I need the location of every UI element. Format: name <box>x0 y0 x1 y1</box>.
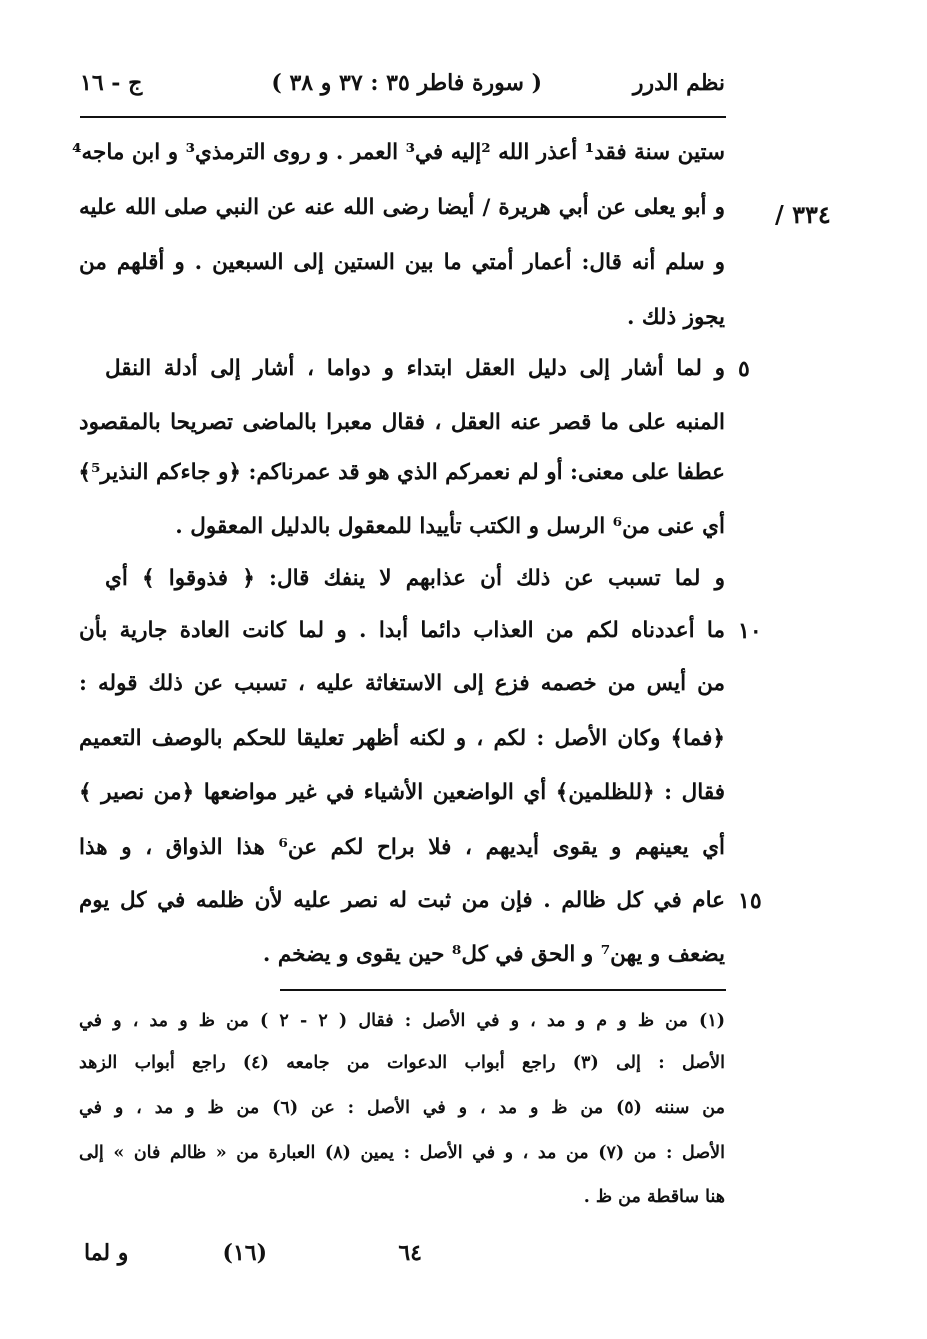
running-header-surah-reference: ( سورة فاطر ٣٥ : ٣٧ و ٣٨ ) <box>271 70 542 96</box>
body-line: ما أعددناه لكم من العذاب دائما أبدا . و لما كانت العادة جارية بأن <box>79 618 725 643</box>
footnote-line: (١) من ظ و م و مد ، و في الأصل : فقال ( ٢ - ٢ ) من ظ و مد ، و في <box>79 1011 725 1031</box>
header-rule <box>80 116 726 118</box>
body-line: من أيس من خصمه فزع إلى الاستغاثة عليه ، تسبب عن ذلك قوله : <box>79 671 725 696</box>
body-line: عطفا على معنى: أو لم نعمركم الذي هو قد عمرناكم: ﴿و جاءكم النذير⁵﴾ <box>78 460 725 485</box>
footnote-line: من سننه (٥) من ظ و مد ، و في الأصل : عن (٦) من ظ و مد ، و في <box>79 1098 725 1118</box>
page-number: ٦٤ <box>398 1240 422 1266</box>
body-line: ستين سنة فقد¹ أعذر الله ²إليه في³ العمر . و روى الترمذي³ و ابن ماجه⁴ <box>72 140 725 165</box>
body-line: ﴿فما﴾ وكان الأصل : لكم ، و لكنه أظهر تعليقا للحكم بالوصف التعميم <box>79 726 725 751</box>
catchword: و لما <box>84 1240 129 1266</box>
footnote-line: الأصل : إلى (٣) راجع أبواب الدعوات من جامعه (٤) راجع أبواب الزهد <box>79 1053 725 1073</box>
body-line: يجوز ذلك . <box>626 305 725 330</box>
body-line: و لما أشار إلى دليل العقل ابتداء و دواما ، أشار إلى أدلة النقل <box>105 356 725 381</box>
body-line: و سلم أنه قال: أعمار أمتي ما بين الستين إلى السبعين . و أقلهم من <box>79 250 725 275</box>
margin-line-number-10: ١٠ <box>738 618 762 644</box>
body-line: عام في كل ظالم . فإن من ثبت له نصر عليه لأن ظلمه في كل يوم <box>79 888 725 913</box>
running-header-volume: ج - ١٦ <box>80 70 143 96</box>
body-line: أي يعينهم و يقوى أيديهم ، فلا براح لكم عن⁶ هذا الذواق ، و هذا <box>79 835 725 860</box>
body-line: فقال : ﴿للظلمين﴾ أي الواضعين الأشياء في غير مواضعها ﴿من نصير ﴾ <box>79 780 725 805</box>
footnote-line: الأصل : من (٧) من مد ، و في الأصل : يمين (٨) العبارة من « ظالم فان » إلى <box>79 1143 725 1163</box>
margin-line-number-5: ٥ <box>738 356 750 382</box>
body-line: و لما تسبب عن ذلك أن عذابهم لا ينفك قال: ﴿ فذوقوا ﴾ أي <box>105 566 725 591</box>
footnote-rule <box>280 989 726 991</box>
footnote-line: هنا ساقطة من ظ . <box>583 1187 725 1207</box>
body-line: يضعف و يهن⁷ و الحق في كل⁸ حين يقوى و يضخم . <box>262 942 725 967</box>
body-line: المنبه على ما قصر عنه العقل ، فقال معبرا بالماضى تصريحا بالمقصود <box>79 410 725 435</box>
margin-line-number-15: ١٥ <box>738 888 762 914</box>
body-line: و أبو يعلى عن أبي هريرة / أيضا رضى الله عنه عن النبي صلى الله عليه <box>79 195 725 220</box>
running-header-title: نظم الدرر <box>632 70 725 96</box>
margin-folio-marker: ٣٣٤ / <box>775 200 831 229</box>
signature-mark: (١٦) <box>222 1240 267 1266</box>
body-line: أي عنى من⁶ الرسل و الكتب تأييدا للمعقول بالدليل المعقول . <box>175 514 725 539</box>
